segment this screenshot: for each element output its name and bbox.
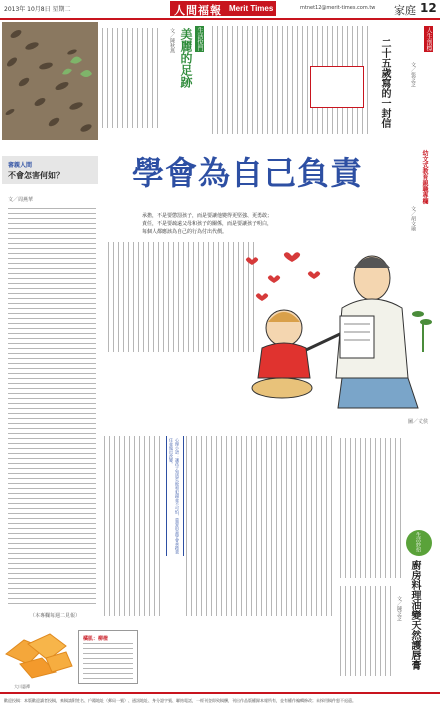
section-name: 家庭 bbox=[394, 4, 416, 17]
orange-photo-credit: 大川惠禪 bbox=[14, 684, 30, 689]
article-letter bbox=[210, 22, 438, 140]
orange-slices-image bbox=[2, 624, 76, 682]
page-footer bbox=[0, 692, 440, 711]
main-headline: 學會為自己負責 bbox=[132, 154, 364, 192]
intro-line-2: 責任，不是要疏遠父母和孩子的關係，而是要讓孩子明白， bbox=[142, 221, 273, 227]
article-title: 不會怎害何如？ bbox=[8, 171, 64, 180]
illustration-credit: 圖／丈侯 bbox=[408, 419, 429, 425]
article-title: 二十五歲寫的一封信 bbox=[379, 38, 390, 128]
article-footprints bbox=[100, 22, 206, 140]
intro-line-3: 每個人都應該為自己的行為付出代價。 bbox=[142, 229, 228, 235]
column-tag: 人生剖標 bbox=[425, 27, 432, 51]
article-byline: 文／周燕華 bbox=[8, 197, 34, 203]
issue-date: 2013年 10月8日 星期二 bbox=[4, 6, 71, 13]
pullquote: 心理小語：讓孩子知道失敗和犯錯並不可怕，重要的是學會承擔責任並做出改變。 bbox=[169, 438, 180, 554]
side-byline: 文／胡文瑜 bbox=[410, 206, 416, 231]
article-body bbox=[340, 438, 404, 578]
feature-intro bbox=[142, 212, 392, 236]
father-child-drawing bbox=[222, 238, 436, 424]
caption-text bbox=[83, 643, 133, 679]
footprints-illustration bbox=[2, 22, 98, 140]
masthead-logo-en: Merit Times bbox=[229, 4, 274, 13]
article-body-2 bbox=[340, 586, 394, 676]
side-tag: 幼文式教育親職專欄 bbox=[421, 150, 428, 204]
masthead-logo-cn: 人間福報 bbox=[174, 4, 222, 17]
orange-caption-box bbox=[78, 630, 138, 684]
article-byline: 文／陳芝芝 bbox=[396, 596, 402, 621]
article-title: 廚房料理油變天然護唇膏 bbox=[409, 560, 420, 670]
feature-illustration bbox=[222, 238, 436, 424]
article-byline: 文／張芝芝 bbox=[410, 62, 416, 87]
letter-caption-box bbox=[310, 66, 364, 108]
column-tag: 生活妙招 bbox=[415, 532, 421, 552]
column-ending: （本專欄每週二見報） bbox=[30, 613, 81, 619]
page-header bbox=[0, 0, 440, 20]
column-tag: 生活悅門 bbox=[196, 27, 203, 51]
column-tag: 審親人間 bbox=[8, 162, 33, 169]
pullquote-box bbox=[166, 436, 184, 556]
orange-caption: 橘肌：柳橙 bbox=[83, 636, 109, 642]
footprints-photo bbox=[2, 22, 98, 140]
left-column-header bbox=[2, 156, 98, 184]
article-lip-balm bbox=[338, 436, 438, 686]
article-title: 美麗的足跡 bbox=[179, 28, 193, 88]
left-column-article bbox=[2, 150, 100, 620]
article-body bbox=[8, 208, 96, 608]
contact-email: mtnet12@merit-times.com.tw bbox=[300, 5, 376, 11]
feature-body-lower-2 bbox=[186, 436, 336, 616]
article-byline: 文／陳秋燕 bbox=[169, 28, 175, 53]
feature-body-lower bbox=[104, 436, 164, 616]
intro-line-1: 承擔，不是要懲罰孩子，而是要讓他變得更堅強、更勇敢； bbox=[142, 213, 273, 219]
article-body bbox=[102, 28, 162, 128]
main-feature bbox=[102, 146, 438, 431]
orange-photo bbox=[2, 624, 76, 682]
page-number: 12 bbox=[420, 1, 437, 15]
footer-text: 歡迎投稿：本版歡迎讀者投稿，來稿請附姓名、戶籍地址（郵局一號）、通訊地址、身分證字號、聯絡電話，一經刊登即致稿酬，刊出作品版權歸本報所有，並有權作編輯修改；未採用稿件恕不退還。 bbox=[4, 698, 356, 703]
